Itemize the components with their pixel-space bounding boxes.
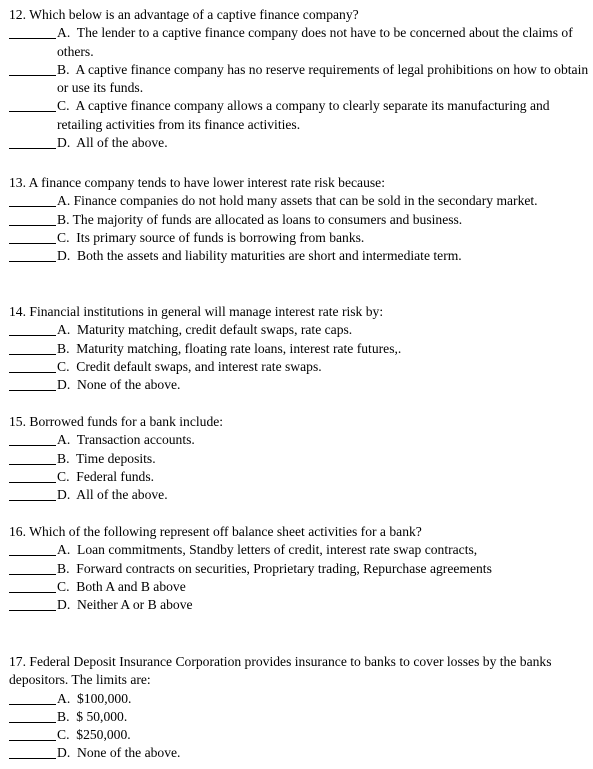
question-15: [9, 413, 589, 504]
option-letter: B.: [57, 450, 70, 466]
answer-blank[interactable]: [9, 97, 56, 112]
option-letter: C.: [57, 98, 70, 114]
answer-blank[interactable]: [9, 61, 56, 76]
option-text: Finance companies do not hold many assets that can be sold in the secondary market.: [73, 193, 538, 209]
answer-option-a[interactable]: [9, 321, 589, 339]
answer-option-b[interactable]: [9, 340, 589, 358]
option-letter: D.: [57, 597, 71, 613]
question-stem: 15. Borrowed funds for a bank include:: [9, 414, 224, 429]
answer-blank[interactable]: [9, 376, 56, 391]
question-13: [9, 174, 589, 265]
answer-blank[interactable]: [9, 134, 56, 149]
option-text: A captive finance company allows a company to clearly separate its manufacturing and retailing activities from its finance activities.: [57, 98, 550, 132]
option-text: Federal funds.: [76, 468, 155, 484]
option-text: $ 50,000.: [76, 708, 128, 724]
option-text: The majority of funds are allocated as loans to consumers and business.: [72, 211, 463, 227]
answer-option-b[interactable]: [9, 560, 589, 578]
answer-option-d[interactable]: [9, 247, 589, 265]
answer-blank[interactable]: [9, 24, 56, 39]
option-letter: A.: [57, 542, 71, 558]
answer-option-a[interactable]: [9, 24, 589, 61]
option-text: Neither A or B above: [77, 597, 193, 613]
answer-blank[interactable]: [9, 578, 56, 593]
option-letter: A.: [57, 193, 71, 209]
answer-option-b[interactable]: [9, 450, 589, 468]
question-stem: 12. Which below is an advantage of a captive finance company?: [9, 7, 359, 22]
option-text: Maturity matching, credit default swaps, rate caps.: [77, 322, 353, 338]
answer-option-c[interactable]: [9, 358, 589, 376]
option-text: Loan commitments, Standby letters of credit, interest rate swap contracts,: [77, 542, 478, 558]
option-text: $250,000.: [76, 727, 131, 743]
option-letter: B.: [57, 211, 70, 227]
answer-blank[interactable]: [9, 247, 56, 262]
option-letter: A.: [57, 690, 71, 706]
question-12: [9, 6, 589, 152]
option-text: None of the above.: [77, 745, 181, 761]
question-stem: 17. Federal Deposit Insurance Corporation provides insurance to banks to cover losses by the banks depositors. The limits are:: [9, 654, 552, 688]
option-text: Transaction accounts.: [76, 432, 195, 448]
option-text: Forward contracts on securities, Proprietary trading, Repurchase agreements: [76, 560, 492, 576]
question-17: [9, 653, 589, 763]
answer-blank[interactable]: [9, 450, 56, 465]
option-text: Maturity matching, floating rate loans, interest rate futures,.: [76, 340, 402, 356]
option-text: Credit default swaps, and interest rate swaps.: [76, 358, 322, 374]
answer-blank[interactable]: [9, 468, 56, 483]
answer-option-c[interactable]: [9, 468, 589, 486]
option-letter: C.: [57, 358, 70, 374]
answer-option-b[interactable]: [9, 708, 589, 726]
answer-blank[interactable]: [9, 192, 56, 207]
answer-option-d[interactable]: [9, 134, 589, 152]
option-letter: A.: [57, 25, 71, 41]
option-text: All of the above.: [76, 487, 168, 503]
question-14: [9, 303, 589, 394]
option-letter: B.: [57, 340, 70, 356]
answer-blank[interactable]: [9, 708, 56, 723]
option-letter: C.: [57, 578, 70, 594]
option-text: Time deposits.: [76, 450, 156, 466]
option-letter: D.: [57, 135, 71, 151]
answer-blank[interactable]: [9, 211, 56, 226]
answer-blank[interactable]: [9, 431, 56, 446]
question-stem: 14. Financial institutions in general will manage interest rate risk by:: [9, 304, 384, 319]
option-letter: D.: [57, 745, 71, 761]
answer-option-d[interactable]: [9, 744, 589, 762]
answer-option-c[interactable]: [9, 578, 589, 596]
option-text: Both the assets and liability maturities are short and intermediate term.: [77, 248, 462, 264]
option-letter: C.: [57, 727, 70, 743]
answer-blank[interactable]: [9, 358, 56, 373]
answer-blank[interactable]: [9, 560, 56, 575]
option-letter: B.: [57, 61, 70, 77]
option-text: A captive finance company has no reserve requirements of legal prohibitions on how to obtain or use its funds.: [57, 61, 589, 96]
question-stem: 13. A finance company tends to have lower interest rate risk because:: [9, 175, 385, 190]
answer-blank[interactable]: [9, 229, 56, 244]
answer-option-c[interactable]: [9, 97, 589, 134]
option-text: All of the above.: [76, 135, 168, 151]
answer-blank[interactable]: [9, 486, 56, 501]
answer-blank[interactable]: [9, 690, 56, 705]
answer-option-d[interactable]: [9, 596, 589, 614]
option-letter: B.: [57, 560, 70, 576]
question-stem: 16. Which of the following represent off balance sheet activities for a bank?: [9, 524, 422, 539]
answer-option-c[interactable]: [9, 726, 589, 744]
answer-blank[interactable]: [9, 596, 56, 611]
answer-blank[interactable]: [9, 321, 56, 336]
option-letter: D.: [57, 487, 71, 503]
answer-option-c[interactable]: [9, 229, 589, 247]
option-text: $100,000.: [77, 690, 132, 706]
answer-option-b[interactable]: [9, 61, 589, 98]
option-text: None of the above.: [77, 377, 181, 393]
option-letter: D.: [57, 377, 71, 393]
answer-blank[interactable]: [9, 744, 56, 759]
option-text: Both A and B above: [76, 578, 186, 594]
option-text: Its primary source of funds is borrowing from banks.: [76, 229, 365, 245]
answer-blank[interactable]: [9, 726, 56, 741]
option-letter: A.: [57, 432, 71, 448]
option-letter: B.: [57, 708, 70, 724]
question-16: [9, 523, 589, 614]
answer-option-a[interactable]: [9, 541, 589, 559]
answer-blank[interactable]: [9, 541, 56, 556]
answer-option-a[interactable]: [9, 431, 589, 449]
option-text: The lender to a captive finance company does not have to be concerned about the claims of others.: [57, 25, 573, 59]
answer-blank[interactable]: [9, 340, 56, 355]
option-letter: C.: [57, 229, 70, 245]
answer-option-a[interactable]: [9, 690, 589, 708]
option-letter: C.: [57, 468, 70, 484]
option-letter: A.: [57, 322, 71, 338]
answer-option-d[interactable]: [9, 486, 589, 504]
answer-option-b[interactable]: [9, 211, 589, 229]
answer-option-d[interactable]: [9, 376, 589, 394]
option-letter: D.: [57, 248, 71, 264]
answer-option-a[interactable]: [9, 192, 589, 210]
